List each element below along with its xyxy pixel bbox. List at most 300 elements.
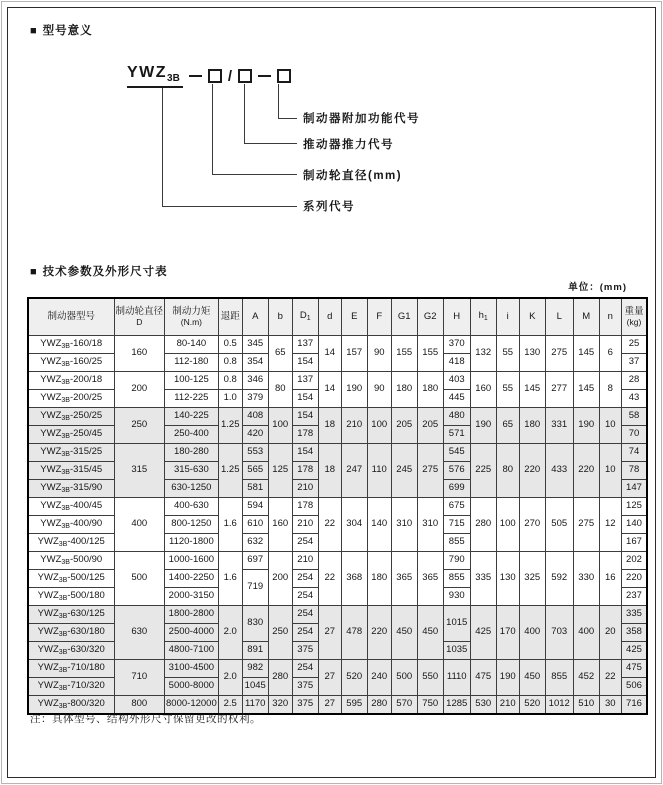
table-row: [28, 336, 647, 354]
table-cell: 930: [443, 588, 470, 606]
table-cell: 277: [545, 372, 573, 408]
model-cell: $YWZ_{3B}-500/180$: [28, 588, 114, 606]
table-cell: 275: [417, 444, 443, 498]
table-cell: 154: [292, 390, 318, 408]
column-header: E: [341, 298, 367, 336]
table-cell: 280: [470, 498, 496, 552]
table-cell: 27: [318, 606, 341, 660]
table-cell: 80-140: [165, 336, 219, 354]
table-cell: 1800-2800: [165, 606, 219, 624]
table-cell: 375: [292, 696, 318, 715]
column-header: G1: [391, 298, 417, 336]
table-cell: 100: [367, 408, 391, 444]
table-cell: 275: [545, 336, 573, 372]
table-cell: 220: [621, 570, 647, 588]
model-cell: $YWZ_{3B}-400/125$: [28, 534, 114, 552]
table-cell: 304: [341, 498, 367, 552]
table-cell: 0.8: [218, 354, 242, 372]
table-cell: 22: [318, 552, 341, 606]
column-header: A: [242, 298, 268, 336]
table-cell: 254: [292, 660, 318, 678]
table-cell: 205: [391, 408, 417, 444]
table-cell: 592: [545, 552, 573, 606]
model-code-slash: /: [227, 67, 233, 85]
table-cell: 790: [443, 552, 470, 570]
diagram-label-wheel-diameter: 制动轮直径(mm): [303, 170, 403, 182]
model-cell: $YWZ_{3B}-400/45$: [28, 498, 114, 516]
table-cell: 167: [621, 534, 647, 552]
model-cell: $YWZ_{3B}-500/125$: [28, 570, 114, 588]
table-row: [28, 498, 647, 516]
column-header: 重量 (kg): [621, 298, 647, 336]
table-cell: 210: [292, 552, 318, 570]
table-cell: 90: [367, 336, 391, 372]
table-cell: 220: [573, 444, 599, 498]
table-row: [28, 552, 647, 570]
table-cell: 190: [573, 408, 599, 444]
table-cell: 65: [496, 408, 519, 444]
table-cell: 125: [268, 444, 292, 498]
table-cell: 245: [391, 444, 417, 498]
table-cell: 205: [417, 408, 443, 444]
table-cell: 110: [367, 444, 391, 498]
table-cell: 100: [268, 408, 292, 444]
table-cell: 250: [268, 606, 292, 660]
table-cell: 697: [242, 552, 268, 570]
table-cell: 210: [341, 408, 367, 444]
column-header: d: [318, 298, 341, 336]
table-cell: 112-225: [165, 390, 219, 408]
table-cell: 112-180: [165, 354, 219, 372]
section-title-text: 型号意义: [42, 25, 93, 37]
table-cell: 418: [443, 354, 470, 372]
table-cell: 178: [292, 426, 318, 444]
table-cell: 16: [599, 552, 621, 606]
table-cell: 100-125: [165, 372, 219, 390]
table-cell: 130: [496, 552, 519, 606]
model-cell: $YWZ_{3B}-630/180$: [28, 624, 114, 642]
table-cell: 425: [621, 642, 647, 660]
table-cell: 610: [242, 516, 268, 534]
table-cell: 10: [599, 408, 621, 444]
table-cell: 22: [318, 498, 341, 552]
table-cell: 8000-12000: [165, 696, 219, 715]
unit-label: 单位：(mm): [568, 282, 627, 293]
table-cell: 710: [114, 660, 165, 696]
table-cell: 55: [496, 372, 519, 408]
table-cell: 530: [470, 696, 496, 715]
table-cell: 30: [599, 696, 621, 715]
table-cell: 37: [621, 354, 647, 372]
table-cell: 855: [443, 570, 470, 588]
table-cell: 160: [470, 372, 496, 408]
model-cell: $YWZ_{3B}-200/18$: [28, 372, 114, 390]
table-cell: 335: [621, 606, 647, 624]
model-code-dash: [258, 75, 271, 77]
table-cell: 90: [367, 372, 391, 408]
column-header: 制动力矩 (N.m): [165, 298, 219, 336]
table-cell: 1170: [242, 696, 268, 715]
section-bullet-icon: ■: [30, 266, 38, 278]
table-cell: 180-280: [165, 444, 219, 462]
model-series-code: $YWZ_{3B}$: [127, 64, 183, 87]
table-cell: 237: [621, 588, 647, 606]
table-cell: 1012: [545, 696, 573, 715]
model-cell: $YWZ_{3B}-160/25$: [28, 354, 114, 372]
table-cell: 220: [367, 606, 391, 660]
table-cell: 315: [114, 444, 165, 498]
table-cell: 368: [341, 552, 367, 606]
table-cell: 830: [242, 606, 268, 642]
model-code-box-thrust: [238, 69, 252, 83]
table-cell: 140-225: [165, 408, 219, 426]
table-cell: 12: [599, 498, 621, 552]
table-cell: 250-400: [165, 426, 219, 444]
table-cell: 157: [341, 336, 367, 372]
table-cell: 254: [292, 588, 318, 606]
table-body: [28, 336, 647, 715]
table-cell: 20: [599, 606, 621, 660]
table-cell: 14: [318, 336, 341, 372]
table-cell: 505: [545, 498, 573, 552]
table-cell: 180: [391, 372, 417, 408]
table-cell: 0.5: [218, 336, 242, 354]
table-cell: 800-1250: [165, 516, 219, 534]
table-cell: 178: [292, 498, 318, 516]
model-cell: $YWZ_{3B}-500/90$: [28, 552, 114, 570]
table-cell: 170: [496, 606, 519, 660]
table-cell: 425: [470, 606, 496, 660]
table-cell: 160: [114, 336, 165, 372]
column-header: $h_1$: [470, 298, 496, 336]
model-cell: $YWZ_{3B}-710/180$: [28, 660, 114, 678]
table-cell: 160: [268, 498, 292, 552]
table-row: [28, 372, 647, 390]
table-cell: 325: [519, 552, 545, 606]
table-cell: 1110: [443, 660, 470, 696]
model-cell: $YWZ_{3B}-200/25$: [28, 390, 114, 408]
model-cell: $YWZ_{3B}-710/320$: [28, 678, 114, 696]
table-cell: 565: [242, 462, 268, 480]
table-cell: 1285: [443, 696, 470, 715]
table-cell: 400: [114, 498, 165, 552]
table-cell: 408: [242, 408, 268, 426]
table-cell: 310: [391, 498, 417, 552]
table-row: [28, 408, 647, 426]
column-header: 制动器型号: [28, 298, 114, 336]
model-code-box-function: [277, 69, 291, 83]
table-cell: 3100-4500: [165, 660, 219, 678]
table-cell: 14: [318, 372, 341, 408]
table-row: [28, 606, 647, 624]
table-cell: 315-630: [165, 462, 219, 480]
table-cell: 18: [318, 444, 341, 498]
table-cell: 520: [519, 696, 545, 715]
table-cell: 1.6: [218, 552, 242, 606]
table-cell: 800: [114, 696, 165, 715]
table-cell: 180: [367, 552, 391, 606]
table-cell: 190: [341, 372, 367, 408]
model-cell: $YWZ_{3B}-630/125$: [28, 606, 114, 624]
table-cell: 354: [242, 354, 268, 372]
table-cell: 365: [391, 552, 417, 606]
table-cell: 27: [318, 696, 341, 715]
table-cell: 202: [621, 552, 647, 570]
table-cell: 145: [573, 372, 599, 408]
table-cell: 55: [496, 336, 519, 372]
table-cell: 478: [341, 606, 367, 660]
table-cell: 145: [519, 372, 545, 408]
table-cell: 719: [242, 570, 268, 606]
model-cell: $YWZ_{3B}-315/25$: [28, 444, 114, 462]
table-cell: 331: [545, 408, 573, 444]
table-cell: 28: [621, 372, 647, 390]
table-cell: 594: [242, 498, 268, 516]
table-cell: 240: [367, 660, 391, 696]
table-cell: 576: [443, 462, 470, 480]
table-cell: 254: [292, 534, 318, 552]
table-cell: 130: [519, 336, 545, 372]
table-cell: 27: [318, 660, 341, 696]
model-series-subscript: 3B: [167, 73, 180, 85]
table-cell: 452: [573, 660, 599, 696]
table-cell: 1400-2250: [165, 570, 219, 588]
table-cell: 571: [443, 426, 470, 444]
table-cell: 1035: [443, 642, 470, 660]
table-cell: 154: [292, 408, 318, 426]
table-cell: 247: [341, 444, 367, 498]
table-cell: 450: [391, 606, 417, 660]
table-cell: 80: [496, 444, 519, 498]
table-cell: 400-630: [165, 498, 219, 516]
specs-table: [27, 297, 648, 715]
table-cell: 335: [470, 552, 496, 606]
table-cell: 0.8: [218, 372, 242, 390]
column-header: b: [268, 298, 292, 336]
table-cell: 553: [242, 444, 268, 462]
table-cell: 475: [621, 660, 647, 678]
table-cell: 450: [519, 660, 545, 696]
table-cell: 403: [443, 372, 470, 390]
column-header: M: [573, 298, 599, 336]
table-cell: 595: [341, 696, 367, 715]
table-cell: 675: [443, 498, 470, 516]
table-cell: 1.0: [218, 390, 242, 408]
table-cell: 210: [292, 516, 318, 534]
table-cell: 310: [417, 498, 443, 552]
model-cell: $YWZ_{3B}-315/90$: [28, 480, 114, 498]
table-cell: 520: [341, 660, 367, 696]
table-cell: 200: [268, 552, 292, 606]
table-cell: 18: [318, 408, 341, 444]
table-cell: 982: [242, 660, 268, 678]
table-cell: 6: [599, 336, 621, 372]
table-cell: 22: [599, 660, 621, 696]
table-cell: 78: [621, 462, 647, 480]
section-bullet-icon: ■: [30, 25, 38, 37]
table-cell: 2000-3150: [165, 588, 219, 606]
table-cell: 125: [621, 498, 647, 516]
table-cell: 5000-8000: [165, 678, 219, 696]
table-cell: 2.0: [218, 606, 242, 660]
table-cell: 140: [621, 516, 647, 534]
table-cell: 137: [292, 372, 318, 390]
table-cell: 180: [417, 372, 443, 408]
table-cell: 155: [391, 336, 417, 372]
table-cell: 220: [519, 444, 545, 498]
column-header: G2: [417, 298, 443, 336]
table-cell: 545: [443, 444, 470, 462]
table-cell: 4800-7100: [165, 642, 219, 660]
table-cell: 155: [417, 336, 443, 372]
table-cell: 500: [114, 552, 165, 606]
table-cell: 320: [268, 696, 292, 715]
section-title-model-meaning: [30, 22, 93, 38]
table-cell: 358: [621, 624, 647, 642]
table-cell: 250: [114, 408, 165, 444]
table-cell: 703: [545, 606, 573, 660]
table-row: [28, 660, 647, 678]
model-cell: $YWZ_{3B}-250/45$: [28, 426, 114, 444]
table-cell: 70: [621, 426, 647, 444]
table-cell: 210: [496, 696, 519, 715]
table-cell: 475: [470, 660, 496, 696]
table-cell: 715: [443, 516, 470, 534]
table-cell: 190: [496, 660, 519, 696]
table-cell: 210: [292, 480, 318, 498]
section-title-text: 技术参数及外形尺寸表: [42, 266, 168, 278]
diagram-label-additional-function: 制动器附加功能代号: [303, 113, 420, 125]
table-cell: 8: [599, 372, 621, 408]
column-header: L: [545, 298, 573, 336]
table-cell: 74: [621, 444, 647, 462]
column-header: n: [599, 298, 621, 336]
table-cell: 330: [573, 552, 599, 606]
model-code-dash: [189, 75, 202, 77]
table-cell: 132: [470, 336, 496, 372]
table-cell: 345: [242, 336, 268, 354]
section-title-specs-table: [30, 263, 168, 279]
column-header: 退距: [218, 298, 242, 336]
table-cell: 1015: [443, 606, 470, 642]
table-cell: 375: [292, 678, 318, 696]
table-cell: 699: [443, 480, 470, 498]
table-cell: 190: [470, 408, 496, 444]
table-cell: 420: [242, 426, 268, 444]
table-cell: 570: [391, 696, 417, 715]
model-cell: $YWZ_{3B}-630/320$: [28, 642, 114, 660]
table-cell: 445: [443, 390, 470, 408]
table-row: [28, 444, 647, 462]
table-header: [28, 298, 647, 336]
table-cell: 200: [114, 372, 165, 408]
table-cell: 581: [242, 480, 268, 498]
column-header: F: [367, 298, 391, 336]
table-cell: 1045: [242, 678, 268, 696]
column-header: i: [496, 298, 519, 336]
table-cell: 1000-1600: [165, 552, 219, 570]
table-cell: 510: [573, 696, 599, 715]
table-cell: 178: [292, 462, 318, 480]
table-cell: 225: [470, 444, 496, 498]
model-cell: $YWZ_{3B}-250/25$: [28, 408, 114, 426]
table-cell: 400: [573, 606, 599, 660]
diagram-label-series-code: 系列代号: [303, 201, 355, 213]
table-cell: 80: [268, 372, 292, 408]
table-cell: 550: [417, 660, 443, 696]
table-cell: 254: [292, 624, 318, 642]
table-cell: 254: [292, 606, 318, 624]
table-cell: 10: [599, 444, 621, 498]
connector-line-function: [278, 84, 297, 119]
table-cell: 25: [621, 336, 647, 354]
table-cell: 370: [443, 336, 470, 354]
table-cell: 379: [242, 390, 268, 408]
diagram-label-thruster-thrust: 推动器推力代号: [303, 139, 394, 151]
table-cell: 375: [292, 642, 318, 660]
column-header: K: [519, 298, 545, 336]
model-cell: $YWZ_{3B}-315/45$: [28, 462, 114, 480]
table-cell: 147: [621, 480, 647, 498]
table-cell: 254: [292, 570, 318, 588]
model-cell: $YWZ_{3B}-800/320$: [28, 696, 114, 715]
table-cell: 506: [621, 678, 647, 696]
table-cell: 632: [242, 534, 268, 552]
table-cell: 100: [496, 498, 519, 552]
table-cell: 154: [292, 444, 318, 462]
table-cell: 2500-4000: [165, 624, 219, 642]
column-header: $D_1$: [292, 298, 318, 336]
table-cell: 346: [242, 372, 268, 390]
table-cell: 2.5: [218, 696, 242, 715]
table-cell: 137: [292, 336, 318, 354]
table-cell: 716: [621, 696, 647, 715]
table-cell: 855: [545, 660, 573, 696]
table-cell: 154: [292, 354, 318, 372]
table-cell: 140: [367, 498, 391, 552]
table-cell: 750: [417, 696, 443, 715]
table-cell: 58: [621, 408, 647, 426]
table-cell: 1.6: [218, 498, 242, 552]
table-cell: 433: [545, 444, 573, 498]
model-cell: $YWZ_{3B}-160/18$: [28, 336, 114, 354]
table-cell: 280: [367, 696, 391, 715]
table-cell: 275: [573, 498, 599, 552]
table-cell: 2.0: [218, 660, 242, 696]
table-cell: 280: [268, 660, 292, 696]
table-cell: 630: [114, 606, 165, 660]
column-header: 制动轮直径 D: [114, 298, 165, 336]
table-cell: 500: [391, 660, 417, 696]
table-cell: 855: [443, 534, 470, 552]
table-cell: 450: [417, 606, 443, 660]
table-cell: 65: [268, 336, 292, 372]
table-cell: 180: [519, 408, 545, 444]
table-cell: 1120-1800: [165, 534, 219, 552]
table-cell: 891: [242, 642, 268, 660]
table-cell: 43: [621, 390, 647, 408]
table-cell: 630-1250: [165, 480, 219, 498]
table-cell: 365: [417, 552, 443, 606]
table-cell: 1.25: [218, 408, 242, 444]
table-cell: 145: [573, 336, 599, 372]
table-cell: 270: [519, 498, 545, 552]
model-cell: $YWZ_{3B}-400/90$: [28, 516, 114, 534]
footnote: 注：具体型号、结构外形尺寸保留更改的权利。: [30, 713, 261, 725]
table-cell: 400: [519, 606, 545, 660]
model-code-box-diameter: [208, 69, 222, 83]
table-cell: 480: [443, 408, 470, 426]
